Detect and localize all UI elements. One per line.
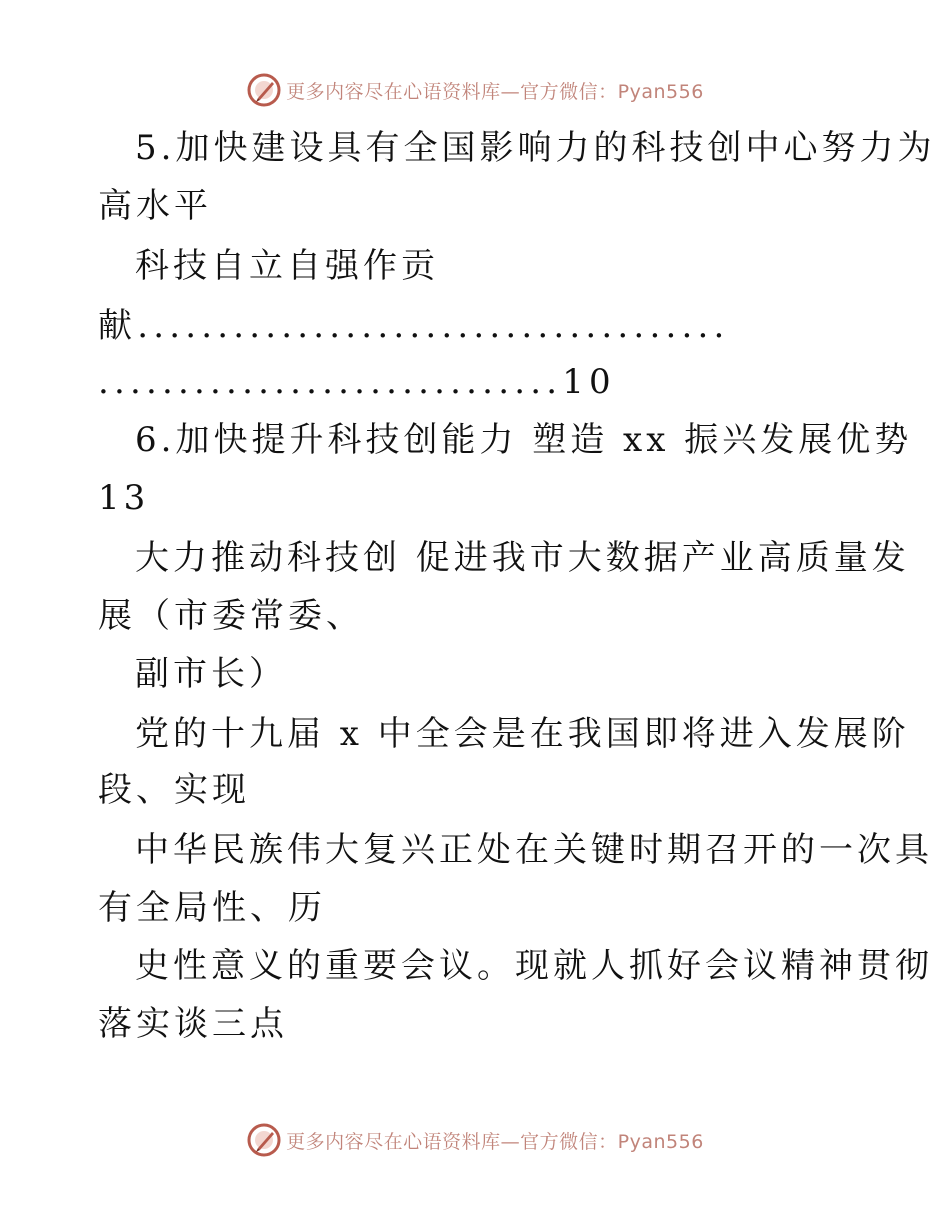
pen-logo-icon — [246, 72, 282, 108]
header-watermark — [0, 70, 950, 110]
paragraph-line-6: 落实谈三点 — [98, 1004, 288, 1044]
toc-entry-5-line-1: 5.加快建设具有全国影响力的科技创中心努力为 — [135, 128, 936, 168]
paragraph-line-4: 有全局性、历 — [98, 888, 326, 928]
paragraph-line-5: 史性意义的重要会议。现就人抓好会议精神贯彻 — [135, 946, 933, 986]
toc-entry-5-line-2: 高水平 — [98, 186, 212, 226]
paragraph-line-1: 党的十九届 x 中全会是在我国即将进入发展阶 — [135, 714, 910, 754]
toc-entry-5-page-number: .............................10 — [98, 362, 616, 402]
speech-title-line-2: 展（市委常委、 — [98, 596, 364, 636]
footer-watermark — [0, 1120, 950, 1160]
watermark-text: 更多内容尽在心语资料库—官方微信：Pyan556 — [286, 1130, 704, 1153]
speech-title-line-1: 大力推动科技创 促进我市大数据产业高质量发 — [135, 538, 910, 578]
toc-entry-5-leader-dots: 献..................................... — [98, 306, 730, 346]
toc-entry-6-line-1: 6.加快提升科技创能力 塑造 xx 振兴发展优势 — [135, 420, 913, 460]
speech-title-line-3: 副市长） — [135, 654, 287, 694]
pen-logo-icon — [246, 1122, 282, 1158]
paragraph-line-2: 段、实现 — [98, 770, 250, 810]
paragraph-line-3: 中华民族伟大复兴正处在关键时期召开的一次具 — [135, 830, 933, 870]
toc-entry-5-line-3: 科技自立自强作贡 — [135, 246, 439, 286]
toc-entry-6-page-number: 13 — [98, 478, 150, 518]
watermark-text: 更多内容尽在心语资料库—官方微信：Pyan556 — [286, 80, 704, 103]
